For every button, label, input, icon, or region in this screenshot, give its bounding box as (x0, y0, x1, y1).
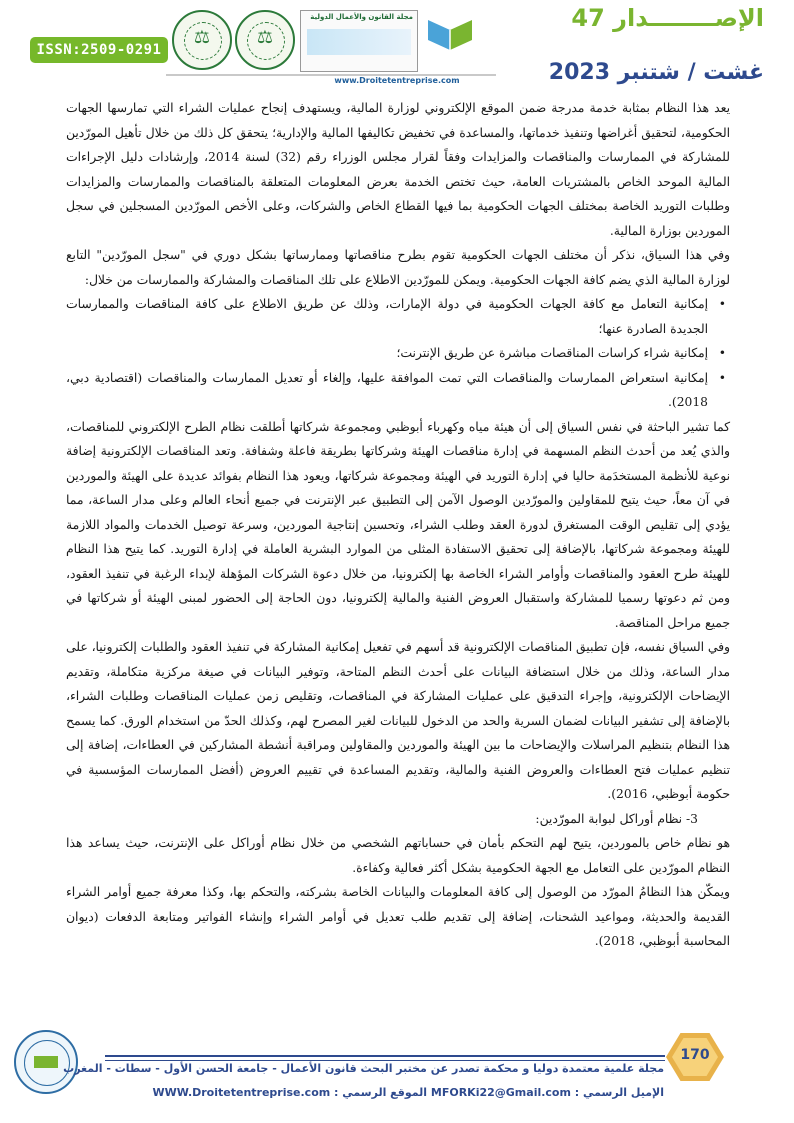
paragraph: هو نظام خاص بالموردين، يتيح لهم التحكم بأمان في حساباتهم الشخصي من خلال نظام أوراكل على الإنترنت، حيث يساعد هذا النظام المورّدين على التعامل مع الجهة الحكومية بشكل أكثر فعالية وكفاءة. (66, 836, 730, 875)
list-item (66, 366, 730, 415)
list-item-text: إمكانية استعراض الممارسات والمناقصات التي تمت الموافقة عليها، وإلغاء أو تعديل الممارسات والمناقصات (اقتصادية دبي، 2018). (66, 370, 708, 409)
list-item-text: إمكانية التعامل مع كافة الجهات الحكومية في دولة الإمارات، وذلك عن طريق الاطلاع على كافة المناقصات والممارسات الجديدة الصادرة عنها؛ (66, 297, 708, 336)
open-book-icon (420, 10, 480, 60)
bullet-icon: • (718, 370, 726, 385)
paragraph: يعد هذا النظام بمثابة خدمة مدرجة ضمن الموقع الإلكتروني لوزارة المالية، ويستهدف إنجاح عمليات الشراء التي تمارسها الجهات الحكومية، لتحقيق أغراضها وتنفيذ خدماتها، والمساعدة في تخفيض تكاليفها المالية والإدارية؛ يتحقق كل ذلك من خلال تأهيل المورّدين للمشاركة في الممارسات والمناقصات والمزايدات وفقاً لقرار مجلس الوزراء رقم (32) لسنة 2014، وإرشادات دليل الإجراءات المالية الموحد الخاص بالمشتريات العامة، حيث تختص الخدمة بعرض المعلومات المتعلقة بالمناقصات والممارسات والمزايدات وطلبات التوريد الخاصة بمختلف الجهات الحكومية بما فيها القطاع الخاص والشركات، وعلى الأخص المورّدين المسجلين في سجل الموردين بوزارة المالية. (66, 101, 730, 238)
bullet-icon: • (718, 297, 726, 311)
paragraph: ويمكّن هذا النظامُ المورّد من الوصول إلى كافة المعلومات والبيانات الخاصة بشركته، والتحكم بها، وكذا معرفة جميع أوامر الشراء القديمة والحديثة، ومواعيد الشحنات، إضافة إلى تقديم طلب تعديل في أوامر الشراء وإنشاء الفواتير ومتابعة الدفعات (ديوان المحاسبة أبوظبي، 2018). (66, 885, 730, 948)
article-body (66, 96, 730, 954)
paragraph: كما تشير الباحثة في نفس السياق إلى أن هيئة مياه وكهرباء أبوظبي ومجموعة شركاتها أطلقت نظام الطرح الإلكتروني للمناقصات، والذي يُعد من أحدث النظم المسهمة في إدارة مناقصات الهيئة وشركاتها بطريقة فاعلة وشفافة. وتعد المناقصات الإلكترونية إضافة نوعية للأنظمة المستخدَمة حاليا في إدارة التوريد في الهيئة ومجموعة شركاتها، ويعود هذا النظام بفوائد عديدة على الهيئة والموردين في آن معاً، حيث يتيح للمقاولين والمورّدين الوصول الآمن إلى التطبيق عبر الإنترنت في جميع أنحاء العالم وعلى مدار الساعة، مما يؤدي إلى تقليص الوقت المستغرق لدورة العقد وطلب الشراء، وتحسين إنتاجية الموردين، وسرعة توصيل الخدمات والمواد اللازمة للهيئة ومجموعة شركاتها، بالإضافة إلى تحقيق الاستفادة المثلى من الموارد البشرية العاملة في إدارة التوريد. كما يتيح هذا النظام للهيئة طرح العقود والمناقصات وأوامر الشراء الخاصة بها إلكترونيا، من خلال دعوة الشركات المؤهلة لإبداء الرغبة في تنفيذ العقود، ومن ثم دعوتها رسميا للمشاركة واستقبال العروض الفنية والمالية إلكترونيا، دون الحاجة إلى الحضور لمبنى الهيئة أو شركاتها في جميع مراحل المناقصة. (66, 419, 730, 630)
footer-journal-description: مجلة علمية معتمدة دوليا و محكمة تصدر عن مختبر البحث قانون الأعمال - جامعة الحسن الأول - سطات - المغرب (63, 1062, 664, 1075)
list-item (66, 341, 730, 366)
issn-badge: ISSN:2509-0291 (30, 37, 168, 63)
journal-name: مجلة القانون والأعمال الدولية (310, 13, 413, 21)
footer-contact: الإميل الرسمي : MFORKi22@Gmail.com الموقع الرسمي : WWW.Droitetentreprise.com (152, 1086, 664, 1099)
lab-seal-logo: ⚖ (172, 10, 232, 70)
page-number: 170 (680, 1047, 710, 1063)
paragraph: وفي السياق نفسه، فإن تطبيق المناقصات الإلكترونية قد أسهم في تفعيل إمكانية المشاركة في تنفيذ العقود والطلبات إلكترونيا، على مدار الساعة، وذلك من خلال استضافة البيانات على أحدث النظم المتاحة، وتوفير البيانات في صيغة مركزية متكاملة، وتقديم الإيضاحات الإلكترونية، وإجراء التدقيق على عمليات المشاركة في المناقصات، وتقليص زمن عمليات المناقصات وطلبات الشراء، بالإضافة إلى تشفير البيانات لضمان السرية والحد من الدخول للبيانات لغير المصرح لهم، وكذلك الحدّ من استخدام الورق. كما يسمح هذا النظام بتنظيم المراسلات والإيضاحات ما بين الهيئة والموردين والمقاولين ومراقبة أنشطة المشاركين في العطاءات، إضافة إلى تنظيم عمليات فتح العطاءات والعروض الفنية والمالية، وتقديم المساعدة في تقييم العروض (أفضل الممارسات المؤسسية في حكومة أبوظبي، 2016). (66, 640, 730, 801)
header-website: www.Droitetentreprise.com (334, 76, 460, 85)
issue-date: غشت / شتنبر 2023 (548, 60, 764, 85)
footer-divider-thin (105, 1060, 665, 1061)
bullet-icon: • (718, 346, 726, 360)
list-item-text: إمكانية شراء كراسات المناقصات مباشرة عن طريق الإنترنت؛ (396, 346, 708, 360)
journal-logo (300, 10, 418, 72)
issue-number: الإصــــــــدار 47 (571, 4, 764, 32)
paragraph: وفي هذا السياق، نذكر أن مختلف الجهات الحكومية تقوم بطرح مناقصاتها وممارساتها بشكل دوري في "سجل المورّدين" التابع لوزارة المالية الذي يضم كافة الجهات الحكومية. ويمكن للمورّدين الاطلاع على تلك المناقصات والمشاركة والممارسات من خلال: (66, 248, 730, 287)
page-header (0, 0, 794, 92)
page-number-badge (666, 1033, 724, 1081)
footer-divider (105, 1055, 665, 1057)
list-item (66, 292, 730, 341)
page-footer (0, 1020, 794, 1123)
university-seal-logo: ⚖ (235, 10, 295, 70)
section-heading: 3- نظام أوراكل لبوابة المورّدين: (535, 811, 698, 826)
